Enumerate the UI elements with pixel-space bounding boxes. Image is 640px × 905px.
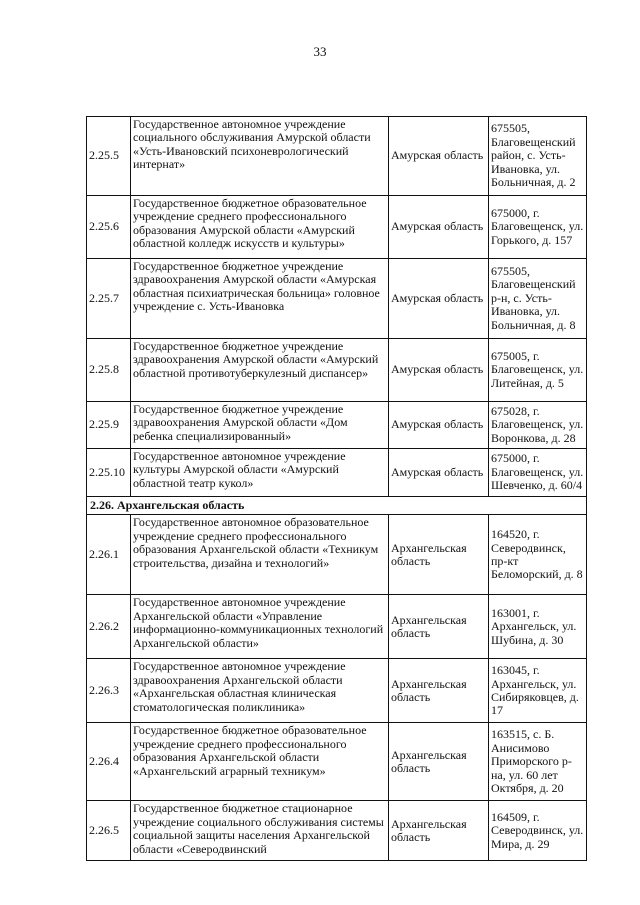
row-number: 2.26.2: [87, 595, 131, 659]
region: Архангельская область: [389, 723, 489, 801]
organization-name: Государственное автономное учреждение Архангельской области «Управление информационно-коммуникационных технологий Архангельской области»: [131, 595, 389, 659]
row-number: 2.25.8: [87, 339, 131, 402]
table-row: [87, 117, 587, 196]
region: Амурская область: [389, 339, 489, 402]
organization-name: Государственное бюджетное образовательное учреждение среднего профессионального образования Архангельской области «Архангельский аграрный техникум»: [131, 723, 389, 801]
row-number: 2.25.7: [87, 259, 131, 339]
table-row: [87, 723, 587, 801]
table-row: [87, 259, 587, 339]
row-number: 2.26.5: [87, 801, 131, 861]
region: Архангельская область: [389, 515, 489, 595]
table-row: [87, 449, 587, 497]
row-number: 2.26.1: [87, 515, 131, 595]
address: 163001, г. Архангельск, ул. Шубина, д. 30: [489, 595, 587, 659]
address: 163515, с. Б. Анисимово Приморского р-на, ул. 60 лет Октября, д. 20: [489, 723, 587, 801]
table-row: [87, 801, 587, 861]
address: 164520, г. Северодвинск, пр-кт Беломорский, д. 8: [489, 515, 587, 595]
row-number: 2.26.4: [87, 723, 131, 801]
organization-name: Государственное бюджетное учреждение здравоохранения Амурской области «Амурская областная психиатрическая больница» головное учреждение с. Усть-Ивановка: [131, 259, 389, 339]
row-number: 2.25.5: [87, 117, 131, 196]
table-row: [87, 659, 587, 723]
address: 675505, Благовещенский район, с. Усть-Ивановка, ул. Больничная, д. 2: [489, 117, 587, 196]
address: 675000, г. Благовещенск, ул. Шевченко, д. 60/4: [489, 449, 587, 497]
organization-name: Государственное бюджетное стационарное учреждение социального обслуживания системы социальной защиты населения Архангельской области «Северодвинский: [131, 801, 389, 861]
organization-name: Государственное автономное учреждение здравоохранения Архангельской области «Архангельская областная клиническая стоматологическая поликлиника»: [131, 659, 389, 723]
region: Амурская область: [389, 117, 489, 196]
organization-name: Государственное автономное учреждение социального обслуживания Амурской области «Усть-Ивановский психоневрологический интернат»: [131, 117, 389, 196]
organization-name: Государственное бюджетное образовательное учреждение среднего профессионального образования Амурской области «Амурский областной колледж искусств и культуры»: [131, 196, 389, 259]
table-row: [87, 196, 587, 259]
row-number: 2.26.3: [87, 659, 131, 723]
row-number: 2.25.9: [87, 402, 131, 449]
section-header-row: [87, 497, 587, 515]
region: Амурская область: [389, 259, 489, 339]
table-row: [87, 515, 587, 595]
address: 675005, г. Благовещенск, ул. Литейная, д. 5: [489, 339, 587, 402]
organizations-table: [86, 116, 586, 861]
address: 164509, г. Северодвинск, ул. Мира, д. 29: [489, 801, 587, 861]
section-2-26-rows: [87, 515, 587, 861]
organization-name: Государственное автономное образовательное учреждение среднего профессионального образования Архангельской области «Техникум строительства, дизайна и технологий»: [131, 515, 389, 595]
page-number: 33: [313, 44, 327, 59]
organization-name: Государственное бюджетное учреждение здравоохранения Амурской области «Дом ребенка специализированный»: [131, 402, 389, 449]
region: Архангельская область: [389, 595, 489, 659]
address: 163045, г. Архангельск, ул. Сибиряковцев, д. 17: [489, 659, 587, 723]
region: Архангельская область: [389, 801, 489, 861]
table-row: [87, 339, 587, 402]
organization-name: Государственное бюджетное учреждение здравоохранения Амурской области «Амурский областной противотуберкулезный диспансер»: [131, 339, 389, 402]
row-number: 2.25.10: [87, 449, 131, 497]
table-row: [87, 595, 587, 659]
row-number: 2.25.6: [87, 196, 131, 259]
address: 675000, г. Благовещенск, ул. Горького, д. 157: [489, 196, 587, 259]
region: Амурская область: [389, 402, 489, 449]
address: 675505, Благовещенский р-н, с. Усть-Ивановка, ул. Больничная, д. 8: [489, 259, 587, 339]
region: Архангельская область: [389, 659, 489, 723]
section-2-25-rows: [87, 117, 587, 497]
address: 675028, г. Благовещенск, ул. Воронкова, д. 28: [489, 402, 587, 449]
table-row: [87, 402, 587, 449]
organization-name: Государственное автономное учреждение культуры Амурской области «Амурский областной театр кукол»: [131, 449, 389, 497]
region: Амурская область: [389, 449, 489, 497]
region: Амурская область: [389, 196, 489, 259]
section-title: 2.26. Архангельская область: [87, 497, 587, 515]
